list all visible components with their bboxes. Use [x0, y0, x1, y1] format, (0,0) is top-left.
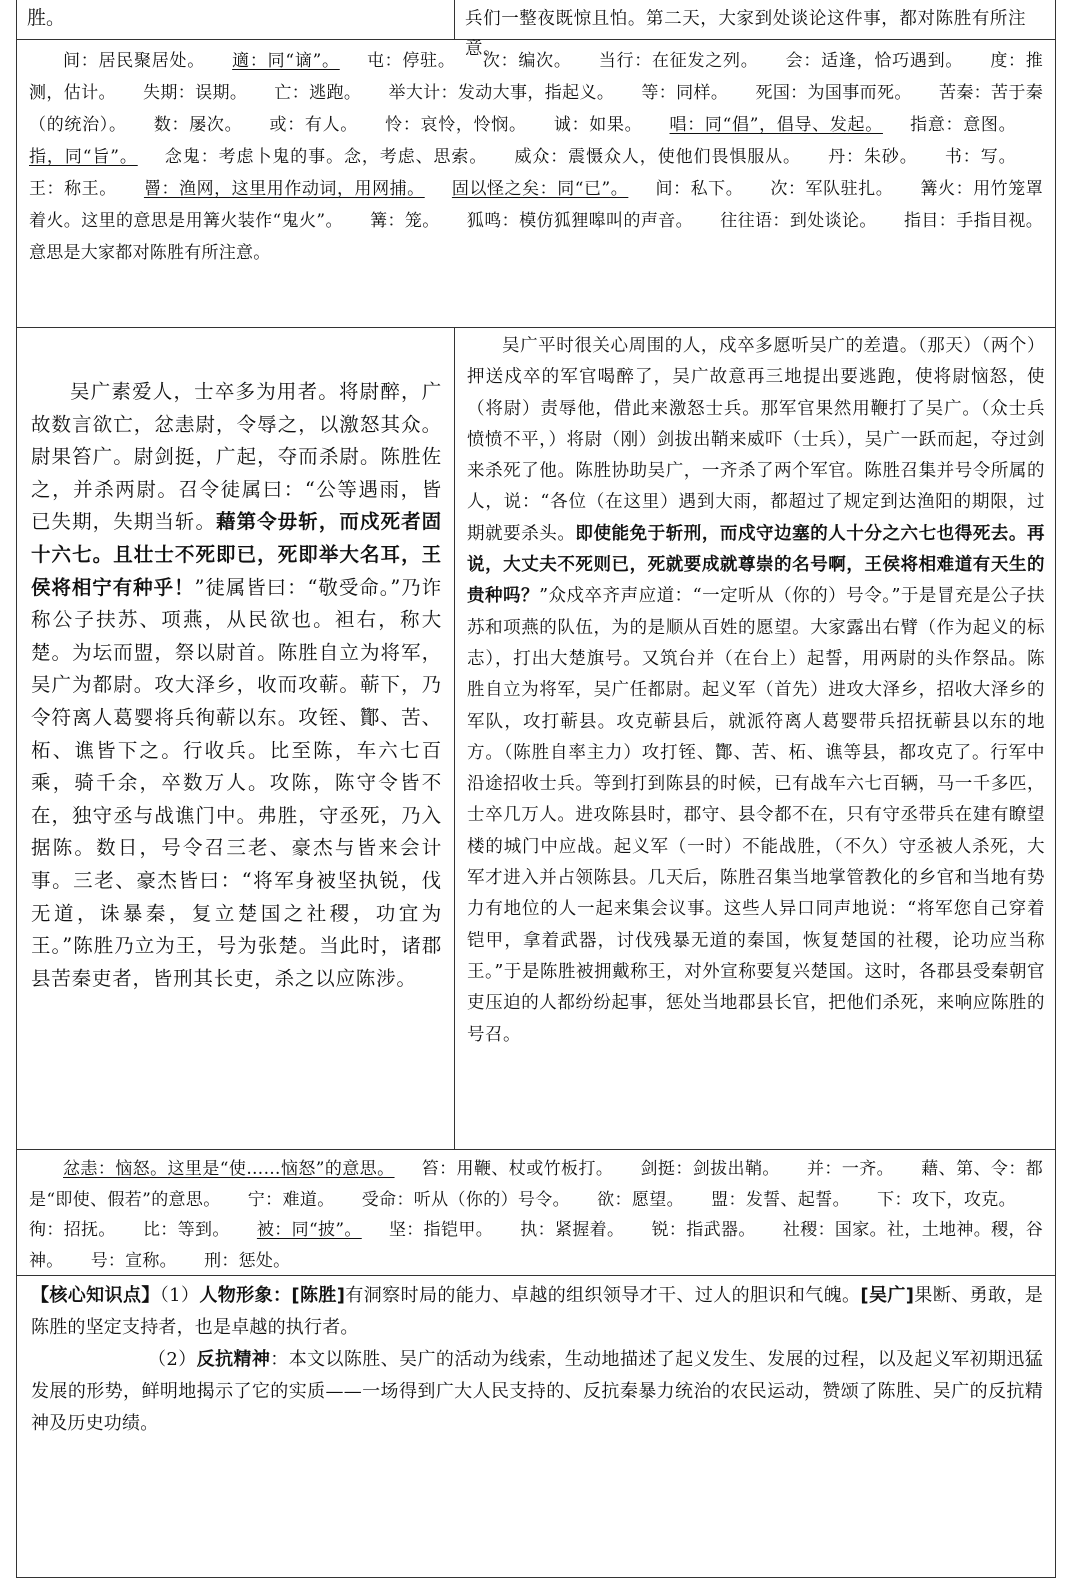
annotation-entry: 数：屡次。 [153, 115, 243, 135]
annotation-entry: 执：紧握着。 [520, 1220, 625, 1240]
text-run: ：本文以陈胜、吴广的活动为线索，生动地描述了起义发生、发展的过程，以及起义军初期迅猛发展的形势，鲜明地揭示了它的实质——一场得到广大人民支持的、反抗秦暴力统治的农民运动，赞颂了陈胜、吴广的反抗精神及历史功绩。 [31, 1349, 1043, 1434]
classical-text [17, 328, 454, 995]
annotation-entry: 丹：朱砂。 [828, 147, 918, 167]
annotation-entry: 亡：逃跑。 [274, 83, 362, 103]
study-sheet [16, 0, 1056, 1578]
text-run: ”徒属皆曰：“敬受命。”乃诈称公子扶苏、项燕，从民欲也。袒右，称大楚。为坛而盟，祭以尉首。陈胜自立为将军，吴广为都尉。攻大泽乡，收而攻蕲。蕲下，乃令符离人葛婴将兵徇蕲以东。攻铚、酇、苦、柘、谯皆下之。行收兵。比至陈，车六七百乘，骑千余，卒数万人。攻陈，陈守令皆不在，独守丞与战谯门中。弗胜，守丞死，乃入据陈。数日，号令召三老、豪杰与皆来会计事。三老、豪杰皆曰：“将军身被坚执锐，伐无道，诛暴秦，复立楚国之社稷，功宜为王。”陈胜乃立为王，号为张楚。当此时，诸郡县苦秦吏者，皆刑其长吏，杀之以应陈涉。 [31, 575, 443, 990]
annotation-entry: 间：私下。 [655, 179, 744, 199]
annotation-box-bottom [17, 1150, 1055, 1276]
translation-text-tail: 兵们一整夜既惊且怕。第二天，大家到处谈论这件事，都对陈胜有所注意。 [465, 9, 1027, 59]
text-run: （2） [148, 1349, 197, 1370]
emphasized-passage: 人物形象： [199, 1285, 292, 1306]
annotation-entry: 指，同“旨”。 [29, 147, 138, 167]
annotation-list-bottom [17, 1150, 1055, 1276]
annotation-entry: 并：一齐。 [807, 1159, 895, 1179]
annotation-entry: 苦秦：苦于秦（的统治）。 [29, 83, 1044, 135]
translation-text [455, 328, 1055, 1051]
translation-cell-continued [455, 0, 1055, 59]
annotation-entry: 会：适逢，恰巧遇到。 [785, 51, 964, 71]
annotation-entry: 威众：震慑众人，使他们畏惧服从。 [514, 147, 801, 167]
text-run: 吴广平时很关心周围的人，戍卒多愿听吴广的差遣。（那天）（两个）押送戍卒的军官喝醉了，吴广故意再三地提出要逃跑，使将尉恼怒，使（将尉）责辱他，借此来激怒士兵。那军官果然用鞭打了吴广。（众士兵愤愤不平，）将尉（刚）剑拔出鞘来威吓（士兵），吴广一跃而起，夺过剑来杀死了他。陈胜协助吴广，一齐杀了两个军官。陈胜召集并号令所属的人，说：“各位（在这里）遇到大雨，都超过了规定到达渔阳的期限，过期就要杀头。 [467, 336, 1045, 544]
emphasized-passage: 反抗精神 [196, 1349, 271, 1370]
annotation-entry: 念鬼：考虑卜鬼的事。念，考虑、思索。 [164, 147, 488, 167]
classical-text-tail: 胜。 [27, 7, 66, 29]
classical-cell-continued [17, 0, 455, 39]
annotation-entry: 怜：哀怜，怜悯。 [385, 115, 527, 135]
emphasized-passage: 藉第令毋斩，而戍死者固十六七。且壮士不死即已，死即举大名耳，王侯将相宁有种乎！ [31, 510, 442, 599]
annotation-entry: 剑挺：剑拔出鞘。 [640, 1159, 780, 1179]
annotation-entry: 等：同样。 [641, 83, 729, 103]
annotation-entry: 死国：为国事而死。 [755, 83, 912, 103]
text-run: 有洞察时局的能力、卓越的组织领导才干、过人的胆识和气魄。 [345, 1285, 861, 1306]
annotation-entry: 往往语：到处谈论。 [720, 211, 877, 231]
annotation-entry: 忿恚：恼怒。这里是“使……恼怒”的意思。 [63, 1159, 395, 1179]
text-run: 果断、勇敢，是陈胜的坚定支持者，也是卓越的执行者。 [31, 1285, 1043, 1338]
annotation-entry: 举大计：发动大事，指起义。 [388, 83, 615, 103]
annotation-entry: 適：同“谪”。 [232, 51, 340, 71]
annotation-entry: 藉、第、令：都是“即使、假若”的意思。 [29, 1159, 1044, 1210]
annotation-entry: 被：同“披”。 [256, 1220, 362, 1240]
annotation-entry: 失期：误期。 [143, 83, 248, 103]
annotation-box-top [17, 40, 1055, 328]
text-run: ”众戍卒齐声应道：“一定听从（你的）号令。”于是冒充是公子扶苏和项燕的队伍，为的是顺从百姓的愿望。大家露出右臂（作为起义的标志），打出大楚旗号。又筑台并（在台上）起誓，用两尉的头作祭品。陈胜自立为将军，吴广任都尉。起义军（首先）进攻大泽乡，招收大泽乡的军队，攻打蕲县。攻克蕲县后，就派符离人葛婴带兵招抚蕲县以东的地方。（陈胜自率主力）攻打铚、酇、苦、柘、谯等县，都攻克了。行军中沿途招收士兵。等到打到陈县的时候，已有战车六七百辆，马一千多匹，士卒几万人。进攻陈县时，郡守、县令都不在，只有守丞带兵在建有瞭望楼的城门中应战。起义军（一时）不能战胜，（不久）守丞被人杀死，大军才进入并占领陈县。几天后，陈胜召集当地掌管教化的乡官和当地有势力有地位的人一起来集会议事。这些人异口同声地说：“将军您自己穿着铠甲，拿着武器，讨伐残暴无道的秦国，恢复楚国的社稷，论功应当称王。”于是陈胜被拥戴称王，对外宣称要复兴楚国。这时，各郡县受秦朝官吏压迫的人都纷纷起事，惩处当地郡县长官，把他们杀死，来响应陈胜的号召。 [467, 586, 1046, 1045]
annotation-entry: 徇：招抚。 [29, 1220, 116, 1240]
annotation-entry: 或：有人。 [269, 115, 358, 135]
annotation-entry: 篝：笼。 [370, 211, 440, 231]
translation-cell [455, 328, 1055, 1149]
annotation-entry: 次：军队驻扎。 [770, 179, 894, 199]
annotation-entry: 固以怪之矣：同“已”。 [451, 179, 629, 199]
knowledge-character-image [31, 1280, 1043, 1344]
emphasized-passage: [陈胜] [291, 1285, 346, 1306]
annotation-entry: 屯：停驻。 [366, 51, 456, 71]
annotation-entry: 狐鸣：模仿狐狸嗥叫的声音。 [466, 211, 694, 231]
annotation-entry: 诚：如果。 [553, 115, 643, 135]
annotation-list-top [17, 40, 1055, 269]
annotation-entry: 社稷：国家。社，土地神。稷，谷神。 [29, 1220, 1044, 1271]
annotation-entry: 王：称王。 [29, 179, 117, 199]
annotation-entry: 坚：指铠甲。 [388, 1220, 494, 1240]
annotation-entry: 刑：惩处。 [204, 1250, 291, 1271]
core-knowledge-section [17, 1276, 1055, 1440]
annotation-entry: 书：写。 [944, 147, 1016, 167]
annotation-entry: 宁：难道。 [247, 1189, 335, 1210]
annotation-entry: 盟：发誓、起誓。 [711, 1189, 850, 1210]
emphasized-passage: 【核心知识点】 [31, 1285, 160, 1306]
annotation-entry: 唱：同“倡”，倡导、发起。 [669, 115, 883, 135]
annotation-entry: 篝火：用竹笼罩着火。这里的意思是用篝火装作“鬼火”。 [29, 179, 1044, 231]
annotation-entry: 比：等到。 [142, 1220, 230, 1240]
text-run: （1） [159, 1285, 200, 1306]
annotation-entry: 次：编次。 [482, 51, 572, 71]
annotation-entry: 号：宣称。 [90, 1250, 177, 1271]
annotation-entry: 受命：听从（你的）号令。 [361, 1189, 570, 1210]
annotation-entry: 锐：指武器。 [651, 1220, 756, 1240]
annotation-entry: 间：居民聚居处。 [63, 51, 205, 71]
emphasized-passage: [吴广] [860, 1285, 915, 1306]
annotation-entry: 笞：用鞭、杖或竹板打。 [421, 1159, 614, 1179]
annotation-entry: 当行：在征发之列。 [598, 51, 759, 71]
annotation-entry: 罾：渔网，这里用作动词，用网捕。 [143, 179, 425, 199]
annotation-entry: 指意：意图。 [910, 115, 1016, 135]
continued-row [17, 0, 1055, 59]
classical-text-cell [17, 328, 455, 1149]
annotation-entry: 度：推测，估计。 [29, 51, 1044, 103]
annotation-entry: 下：攻下，攻克。 [877, 1189, 1016, 1210]
text-run: 吴广素爱人，士卒多为用者。将尉醉，广故数言欲亡，忿恚尉，令辱之，以激怒其众。尉果笞广。尉剑挺，广起，夺而杀尉。陈胜佐之，并杀两尉。召令徒属曰：“公等遇雨，皆已失期，失期当斩。 [31, 380, 442, 534]
text-translation-row [17, 328, 1055, 1150]
annotation-entry: 欲：愿望。 [597, 1189, 684, 1210]
annotation-entry: 指目：手指目视。意思是大家都对陈胜有所注意。 [29, 211, 1044, 263]
knowledge-resistance-spirit [31, 1344, 1043, 1440]
emphasized-passage: 即使能免于斩刑，而戍守边塞的人十分之六七也得死去。再说，大丈夫不死则已，死就要成就尊崇的名号啊，王侯将相难道有天生的贵种吗？ [467, 523, 1046, 607]
